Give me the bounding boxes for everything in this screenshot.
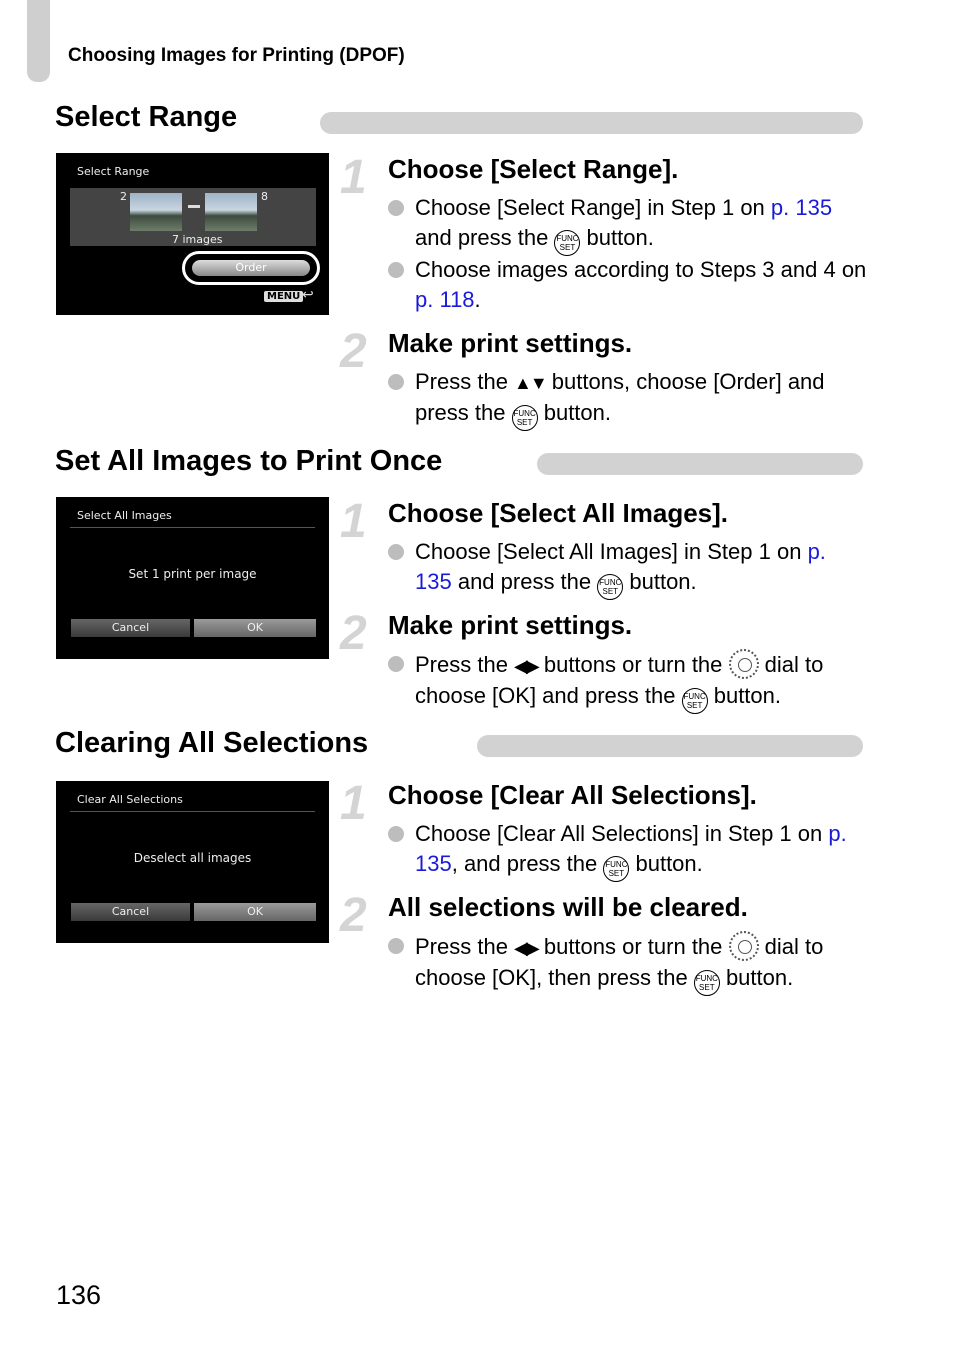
- screen-message: Deselect all images: [133, 851, 252, 865]
- range-end-number: 8: [261, 190, 268, 203]
- bullet-text: button.: [623, 569, 697, 594]
- bullet-text: and press the: [451, 569, 598, 594]
- bullet-dot: [388, 200, 404, 216]
- section-bar: [537, 453, 863, 475]
- control-dial-icon: [729, 931, 759, 961]
- bullet-text: Press the: [415, 652, 515, 677]
- page-number: 136: [56, 1280, 102, 1310]
- bullet-text: button.: [629, 851, 703, 876]
- bullet-dot: [388, 938, 404, 954]
- range-start-number: 2: [120, 190, 127, 203]
- cancel-button: Cancel: [71, 903, 190, 921]
- ok-button: OK: [194, 903, 316, 921]
- bullet-item: [388, 931, 868, 996]
- left-right-arrows-icon: ◀▶: [514, 938, 538, 958]
- bullet-item: [388, 819, 868, 882]
- camera-screen-select-range: [56, 153, 329, 315]
- thumbnail-end: [205, 193, 257, 231]
- func-set-icon: FUNC SET: [512, 405, 538, 431]
- step-heading: Make print settings.: [388, 328, 633, 358]
- step-heading: Choose [Select All Images].: [388, 498, 729, 528]
- step-number: 2: [340, 607, 367, 660]
- bullet-text: and press the: [415, 225, 555, 250]
- bullet-item: [388, 649, 868, 714]
- page-link[interactable]: p. 135: [415, 539, 826, 594]
- section-heading-clearing: Clearing All Selections: [55, 727, 369, 759]
- screen-message: Set 1 print per image: [128, 567, 257, 581]
- func-set-icon: FUNC SET: [603, 856, 629, 882]
- section-heading-select-range: Select Range: [55, 101, 238, 133]
- step-heading: All selections will be cleared.: [388, 892, 748, 922]
- bullet-text: .: [474, 287, 481, 312]
- bullet-text: dial to choose [OK], then press the: [415, 934, 824, 990]
- camera-screen-clear-all: [56, 781, 329, 943]
- bullet-text: button.: [719, 965, 794, 990]
- bullet-dot: [388, 262, 404, 278]
- thumbnail-start: [130, 193, 182, 231]
- step-number: 1: [340, 495, 367, 548]
- bullet-text: button.: [707, 683, 781, 708]
- screen-title: Select Range: [77, 165, 150, 178]
- func-set-icon: FUNC SET: [597, 574, 623, 600]
- step-heading: Choose [Select Range].: [388, 154, 679, 184]
- header-title: Choosing Images for Printing (DPOF): [68, 45, 405, 66]
- step-number: 1: [340, 151, 367, 204]
- section-heading-set-all: Set All Images to Print Once: [55, 445, 443, 477]
- bullet-dot: [388, 544, 404, 560]
- image-count: 7 images: [172, 233, 223, 246]
- menu-icon: MENU: [264, 291, 303, 302]
- bullet-text: Press the: [415, 934, 515, 959]
- bullet-text: dial to choose [OK] and press the: [415, 652, 824, 708]
- left-right-arrows-icon: ◀▶: [514, 656, 538, 676]
- order-label: Order: [192, 260, 310, 276]
- step-heading: Make print settings.: [388, 610, 633, 640]
- back-arrow-icon: ↩: [302, 287, 314, 303]
- bullet-item: [388, 255, 868, 315]
- bullet-text: button.: [580, 225, 654, 250]
- func-set-icon: FUNC SET: [694, 970, 720, 996]
- bullet-text: Choose images according to Steps 3 and 4 on: [415, 257, 867, 282]
- page-link[interactable]: p. 118: [415, 287, 475, 312]
- camera-screen-select-all: [56, 497, 329, 659]
- bullet-text: , and press the: [451, 851, 604, 876]
- func-set-icon: FUNC SET: [554, 230, 580, 256]
- step-number: 2: [340, 889, 367, 942]
- bullet-dot: [388, 656, 404, 672]
- cancel-button: Cancel: [71, 619, 190, 637]
- bullet-text: buttons, choose [Order] and press the: [415, 369, 825, 425]
- order-button: [182, 251, 320, 285]
- screen-divider: [70, 811, 315, 812]
- page-link[interactable]: p. 135: [770, 195, 833, 220]
- range-dash: [188, 205, 200, 208]
- screen-title: Select All Images: [77, 509, 172, 522]
- bullet-text: buttons or turn the: [537, 934, 729, 959]
- step-number: 1: [340, 777, 367, 830]
- screen-divider: [70, 527, 315, 528]
- section-bar: [477, 735, 863, 757]
- bullet-dot: [388, 826, 404, 842]
- control-dial-icon: [729, 649, 759, 679]
- page-link[interactable]: p. 135: [415, 821, 847, 876]
- ok-button: OK: [194, 619, 316, 637]
- bullet-item: [388, 537, 868, 600]
- func-set-icon: FUNC SET: [682, 688, 708, 714]
- bullet-dot: [388, 374, 404, 390]
- step-heading: Choose [Clear All Selections].: [388, 780, 757, 810]
- screen-title: Clear All Selections: [77, 793, 183, 806]
- bullet-item: [388, 193, 868, 256]
- section-bar: [320, 112, 863, 134]
- bullet-text: Press the: [415, 369, 515, 394]
- chapter-tab: [27, 0, 50, 82]
- bullet-text: Choose [Select Range] in Step 1 on: [415, 195, 771, 220]
- bullet-text: button.: [537, 400, 611, 425]
- bullet-text: buttons or turn the: [537, 652, 729, 677]
- bullet-item: [388, 367, 868, 431]
- bullet-text: Choose [Select All Images] in Step 1 on: [415, 539, 808, 564]
- up-down-arrows-icon: ▲▼: [514, 373, 546, 393]
- step-number: 2: [340, 325, 367, 378]
- bullet-text: Choose [Clear All Selections] in Step 1 on: [415, 821, 829, 846]
